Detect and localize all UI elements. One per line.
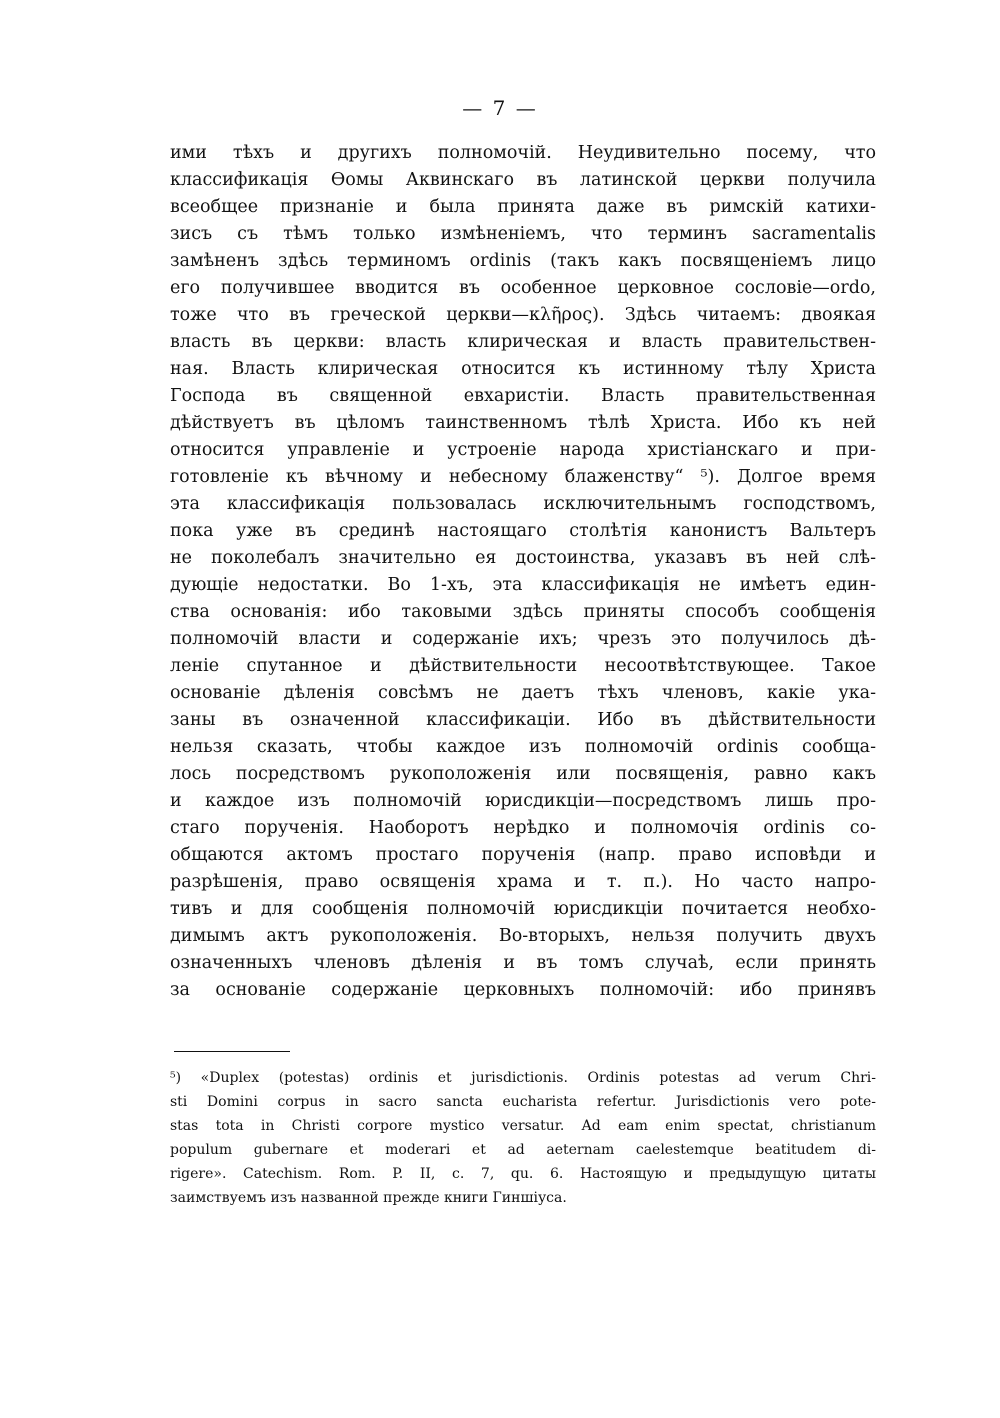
body-line: разрѣшенія, право освященія храма и т. п.). Но часто напро- [170, 872, 876, 892]
body-line: классификація Ѳомы Аквинскаго въ латинской церкви получила [170, 170, 876, 190]
body-line: ими тѣхъ и другихъ полномочій. Неудивительно посему, что [170, 143, 876, 163]
body-line: ства основанія: ибо таковыми здѣсь приняты способъ сообщенія [170, 602, 876, 622]
body-line: дующіе недостатки. Во 1-хъ, эта классификація не имѣетъ един- [170, 575, 876, 595]
footnotes [170, 1066, 876, 1210]
footnote-line: ⁵) «Duplex (potestas) ordinis et jurisdictionis. Ordinis potestas ad verum Chri- [170, 1070, 876, 1086]
body-line: всеобщее признаніе и была принята даже въ римскій катихи- [170, 197, 876, 217]
body-line: Господа въ священной евхаристіи. Власть правительственная [170, 386, 876, 406]
body-line: димымъ актъ рукоположенія. Во-вторыхъ, нельзя получить двухъ [170, 926, 876, 946]
body-line: нельзя сказать, чтобы каждое изъ полномочій ordinis сообща- [170, 737, 876, 757]
body-line: заны въ означенной классификаціи. Ибо въ дѣйствительности [170, 710, 876, 730]
body-line: полномочій власти и содержаніе ихъ; чрезъ это получилось дѣ- [170, 629, 876, 649]
body-line: общаются актомъ простаго порученія (напр. право исповѣди и [170, 845, 876, 865]
body-line: стаго порученія. Наоборотъ нерѣдко и полномочія ordinis со- [170, 818, 876, 838]
body-line: означенныхъ членовъ дѣленія и въ томъ случаѣ, если принять [170, 953, 876, 973]
body-line: относится управленіе и устроеніе народа христіанскаго и при- [170, 440, 876, 460]
body-line: основаніе дѣленія совсѣмъ не даетъ тѣхъ членовъ, какіе ука- [170, 683, 876, 703]
footnote-line: sti Domini corpus in sacro sancta eucharista refertur. Jurisdictionis vero pote- [170, 1094, 876, 1110]
body-line: его получившее вводится въ особенное церковное сословіе—ordo, [170, 278, 876, 298]
footnote-line: rigere». Catechism. Rom. P. II, c. 7, qu. 6. Настоящую и предыдущую цитаты [170, 1166, 876, 1182]
footnote-rule [174, 1051, 290, 1052]
body-line: тоже что въ греческой церкви—κλῆρος). Здѣсь читаемъ: двоякая [170, 305, 876, 325]
footnote-line: stas tota in Christi corpore mystico versatur. Ad eam enim spectat, christianum [170, 1118, 876, 1134]
body-line: не поколебалъ значительно ея достоинства, указавъ въ ней слѣ- [170, 548, 876, 568]
body-line: пока уже въ срединѣ настоящаго столѣтія канонистъ Вальтеръ [170, 521, 876, 541]
body-line: замѣненъ здѣсь терминомъ ordinis (такъ какъ посвященіемъ лицо [170, 251, 876, 271]
body-line: и каждое изъ полномочій юрисдикціи—посредствомъ лишь про- [170, 791, 876, 811]
body-line: за основаніе содержаніе церковныхъ полномочій: ибо принявъ [170, 980, 876, 1000]
body-line: дѣйствуетъ въ цѣломъ таинственномъ тѣлѣ Христа. Ибо къ ней [170, 413, 876, 433]
footnote-line: populum gubernare et moderari et ad aeternam caelestemque beatitudem di- [170, 1142, 876, 1158]
body-line: тивъ и для сообщенія полномочій юрисдикціи почитается необхо- [170, 899, 876, 919]
page-number: — 7 — [462, 96, 538, 120]
body-line: зисъ съ тѣмъ только измѣненіемъ, что терминъ sacramentalis [170, 224, 876, 244]
body-line: эта классификація пользовалась исключительнымъ господствомъ, [170, 494, 876, 514]
footnote-line: заимствуемъ изъ названной прежде книги Гиншіуса. [170, 1190, 567, 1206]
body-line: готовленіе къ вѣчному и небесному блаженству“ ⁵). Долгое время [170, 467, 876, 487]
body-line: власть въ церкви: власть клирическая и власть правительствен- [170, 332, 876, 352]
body-line: лось посредствомъ рукоположенія или посвященія, равно какъ [170, 764, 876, 784]
body-text [170, 140, 876, 1004]
body-line: леніе спутанное и дѣйствительности несоотвѣтствующее. Такое [170, 656, 876, 676]
body-line: ная. Власть клирическая относится къ истинному тѣлу Христа [170, 359, 876, 379]
